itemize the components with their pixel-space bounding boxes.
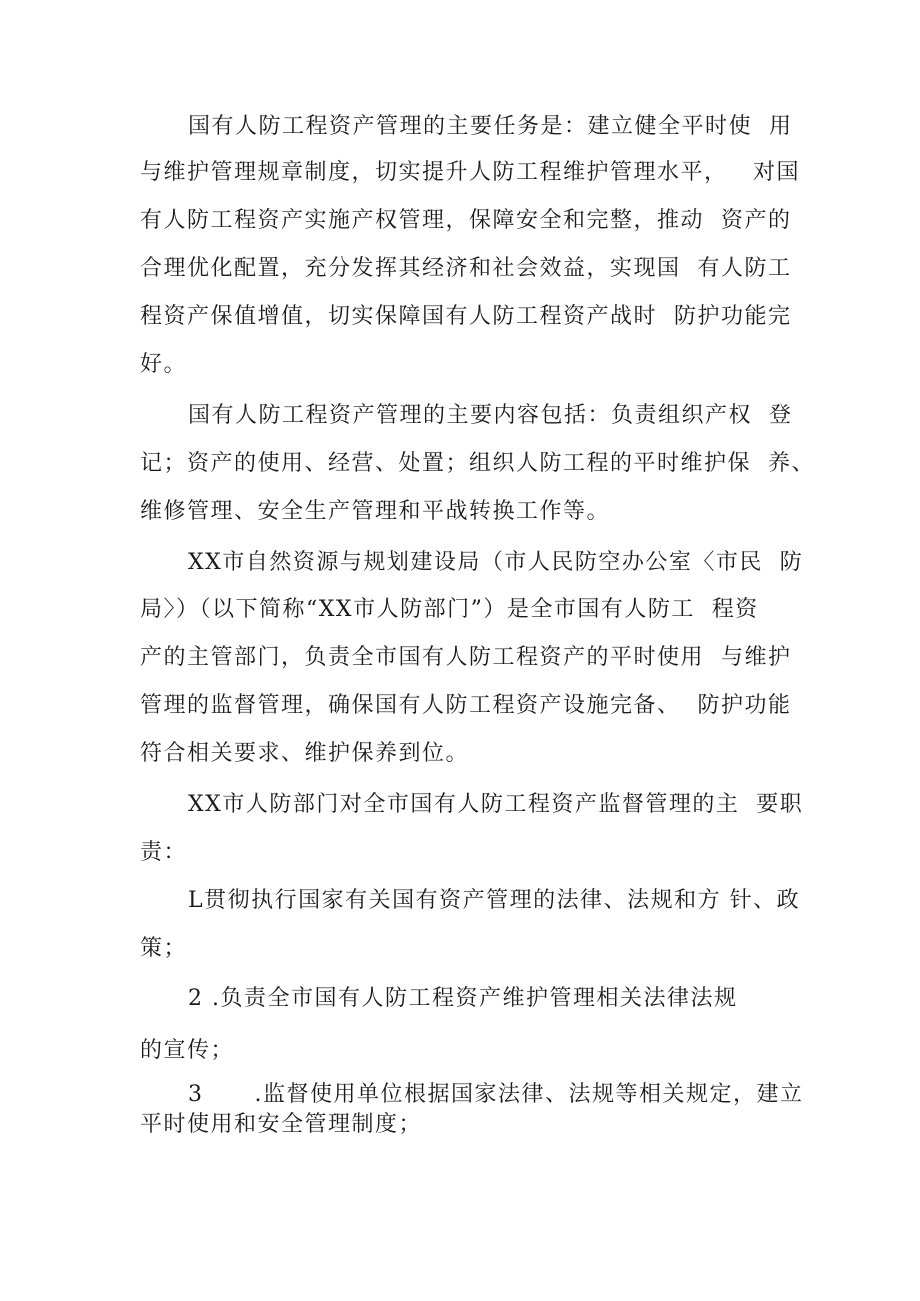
paragraph-contents-line-1: 国有人防工程资产管理的主要内容包括：负责组织产权 登 <box>188 403 793 428</box>
duty-item-2-line-2: 的宣传； <box>140 1038 235 1063</box>
duty-item-1-line-1: L贯彻执行国家有关国有资产管理的法律、法规和方 针、政 <box>188 888 801 913</box>
paragraph-tasks-line-5: 程资产保值增值，切实保障国有人防工程资产战时 防护功能完 <box>140 304 792 329</box>
paragraph-department-line-5: 符合相关要求、维护保养到位。 <box>140 741 470 766</box>
duty-item-3-line-1: 3 .监督使用单位根据国家法律、法规等相关规定，建立 <box>188 1082 804 1107</box>
duty-item-1-line-2: 策； <box>140 936 188 961</box>
paragraph-department-line-4: 管理的监督管理，确保国有人防工程资产设施完备、 防护功能 <box>140 693 792 718</box>
paragraph-tasks-line-2: 与维护管理规章制度，切实提升人防工程维护管理水平， 对国 <box>140 160 800 185</box>
paragraph-tasks-line-1: 国有人防工程资产管理的主要任务是：建立健全平时使 用 <box>188 114 793 139</box>
paragraph-tasks-line-3: 有人防工程资产实施产权管理，保障安全和完整，推动 资产的 <box>140 208 792 233</box>
duty-item-3-line-2: 平时使用和安全管理制度； <box>140 1112 423 1137</box>
paragraph-duties-intro-line-1: XX市人防部门对全市国有人防工程资产监督管理的主 要职 <box>188 792 804 817</box>
paragraph-contents-line-3: 维修管理、安全生产管理和平战转换工作等。 <box>140 499 611 524</box>
paragraph-department-line-2: 局〉）（以下简称“XX市人防部门”）是全市国有人防工 程资 <box>140 597 759 622</box>
paragraph-tasks-line-4: 合理优化配置，充分发挥其经济和社会效益，实现国 有人防工 <box>140 256 792 281</box>
paragraph-duties-intro-line-2: 责： <box>140 840 188 865</box>
paragraph-department-line-3: 产的主管部门，负责全市国有人防工程资产的平时使用 与维护 <box>140 645 792 670</box>
duty-item-2-line-1: 2 .负责全市国有人防工程资产维护管理相关法律法规 <box>188 986 738 1011</box>
paragraph-tasks-line-6: 好。 <box>140 352 188 377</box>
paragraph-contents-line-2: 记；资产的使用、经营、处置；组织人防工程的平时维护保 养、 <box>140 451 815 476</box>
paragraph-department-line-1: XX市自然资源与规划建设局（市人民防空办公室〈市民 防 <box>188 550 804 575</box>
